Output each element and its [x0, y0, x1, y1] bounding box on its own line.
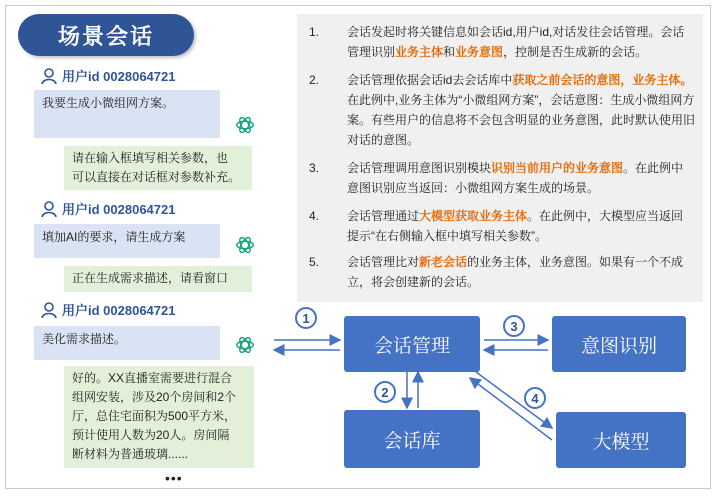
note-number: 5. [309, 255, 320, 269]
bot-message-line: 正在生成需求描述，请看窗口 [72, 271, 229, 285]
bot-message-line: 请在输入框填写相关参数，也 [72, 151, 229, 165]
user-message-1: 我要生成小微组网方案。 [34, 90, 220, 138]
bot-message-line: 断材料为普通玻璃...... [72, 447, 189, 461]
note-text: 会话管理通过大模型获取业务主体。在此例中，大模型应当返回提示“在右侧输入框中填写相关参数”。 [347, 209, 684, 243]
bot-message-line: 厅，总住宅面积为500平方米， [72, 409, 237, 423]
note-number: 1. [309, 25, 320, 39]
note-text: 会话管理依据会话id去会话库中获取之前会话的意图，业务主体。在此例中,业务主体为“小微组网方案”，会话意图：生成小微组网方案。有些用户的信息将不会包含明显的业务意图，此时默认使用旧对话的意图。 [347, 73, 696, 147]
note-number: 2. [309, 73, 320, 87]
user-id-text: 用户id 0028064721 [62, 69, 176, 84]
session-db-box: 会话库 [344, 410, 480, 468]
note-number: 3. [309, 161, 320, 175]
note-text: 会话管理比对新老会话的业务主体，业务意图。如果有一个不成立，将会创建新的会话。 [347, 255, 684, 289]
bot-message-line: 可以直接在对话框对参数补充。 [72, 170, 241, 184]
bot-message-line: 好的。XX直播室需要进行混合 [72, 371, 233, 385]
user-message-3: 美化需求描述。 [34, 326, 220, 360]
user-id-text: 用户id 0028064721 [62, 303, 176, 318]
user-message-2: 填加AI的要求，请生成方案 [34, 224, 220, 258]
step-badge-3: 3 [503, 315, 525, 337]
page-title: 场景会话 [18, 14, 194, 56]
user-id-text: 用户id 0028064721 [62, 202, 176, 217]
step-badge-2: 2 [374, 381, 396, 403]
bot-message-line: 预计使用人数为20人。房间隔 [72, 428, 230, 442]
intent-recognition-box: 意图识别 [552, 316, 686, 372]
bot-message-line: 组网安装，涉及20个房间和2个 [72, 390, 237, 404]
note-text: 会话管理调用意图识别模块识别当前用户的业务意图。在此例中意图识别应当返回：小微组网方案生成的场景。 [347, 161, 684, 195]
note-number: 4. [309, 209, 320, 223]
step-badge-4: 4 [524, 387, 546, 409]
more-ellipsis: ••• [165, 470, 183, 486]
note-text: 会话发起时将关键信息如会话id,用户id,对话发往会话管理。会话管理识别业务主体和业务意图，控制是否生成新的会话。 [347, 25, 685, 59]
session-management-box: 会话管理 [344, 316, 480, 372]
llm-box: 大模型 [556, 412, 686, 468]
step-badge-1: 1 [295, 307, 317, 329]
